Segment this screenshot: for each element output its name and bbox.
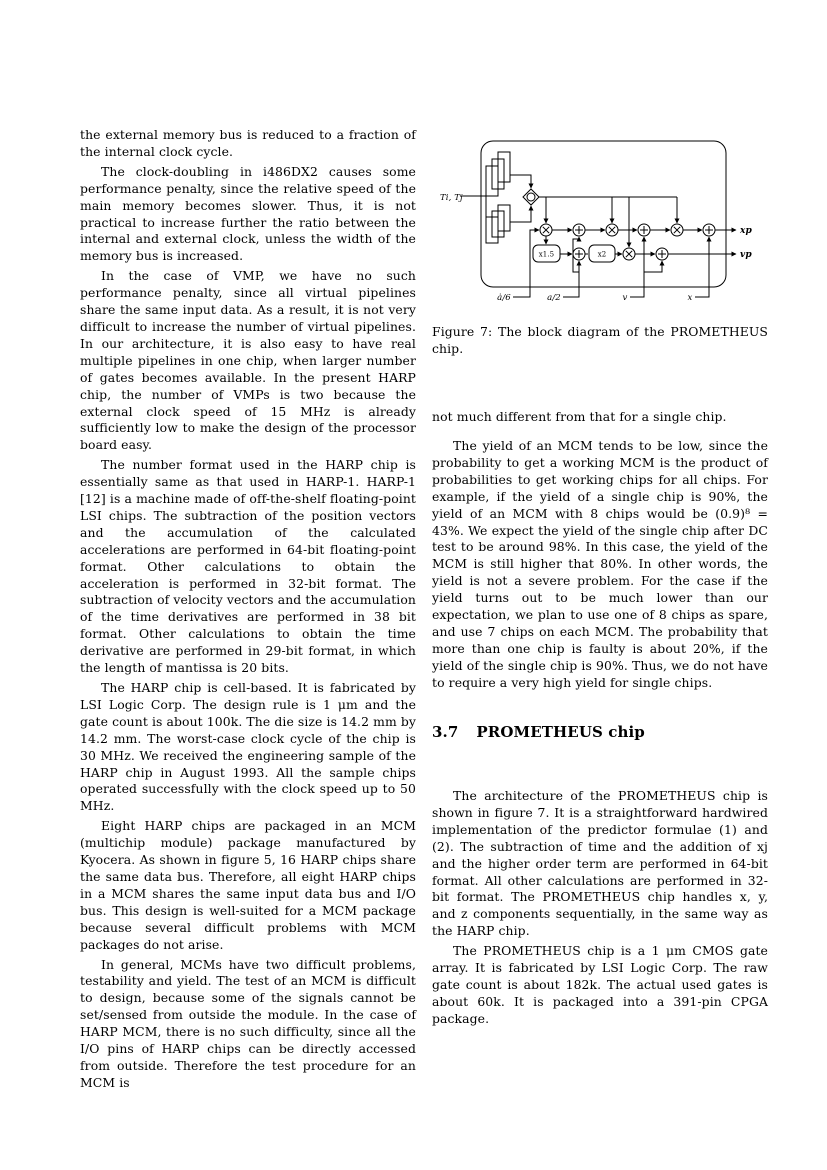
body-paragraph: The architecture of the PROMETHEUS chip is shown in figure 7. It is a straightforward hardwired implementation of the predictor formulae (1) and (2). The subtraction of time and the addition of xj and the higher order term are performed in 64-bit format. All other calculations are performed in 32-bit format. The PROMETHEUS chip handles x, y, and z components sequentially, in the same way as the HARP chip. — [432, 788, 768, 939]
input-a2-label: a/2 — [547, 293, 561, 303]
output-vp-label: vp — [740, 250, 752, 260]
right-column — [432, 135, 768, 1135]
input-v-label: v — [622, 293, 628, 303]
gain-box-1p5 — [533, 245, 560, 262]
gain-box-2 — [589, 245, 615, 262]
body-paragraph: The PROMETHEUS chip is a 1 μm CMOS gate array. It is fabricated by LSI Logic Corp. The raw gate count is about 182k. The actual used gates is about 60k. It is packaged into a 391-pin CPGA package. — [432, 943, 768, 1026]
output-xp-label: xp — [740, 226, 752, 236]
section-title: PROMETHEUS chip — [476, 723, 645, 741]
multiplier-node — [606, 224, 618, 236]
figure-7-diagram — [434, 135, 774, 315]
body-paragraph: The number format used in the HARP chip is essentially same as that used in HARP-1. HARP-1 [12] is a machine made of off-the-shelf floating-point LSI chips. The subtraction of the position vectors and the accumulation of the calculated accelerations are performed in 64-bit floating-point format. Other calculations to obtain the acceleration is performed in 32-bit format. The subtraction of velocity vectors and the accumulation of the time derivatives are performed in 38 bit format. Other calculations to obtain the time derivative are performed in 29-bit format, in which the length of mantissa is 20 bits. — [80, 457, 416, 676]
adder-node — [638, 224, 650, 236]
body-paragraph: Eight HARP chips are packaged in an MCM (multichip module) package manufactured by Kyocera. As shown in figure 5, 16 HARP chips share the same data bus. Therefore, all eight HARP chips in a MCM shares the same input data bus and I/O bus. This design is well-suited for a MCM package because several difficult problems with MCM packages do not arise. — [80, 818, 416, 952]
register-stack-upper — [486, 152, 510, 196]
adder-node — [656, 248, 668, 260]
body-paragraph: In the case of VMP, we have no such performance penalty, since all virtual pipelines share the same input data. As a result, it is not very difficult to increase the number of virtual pipelines. In our architecture, it is also easy to have real multiple pipelines in one chip, when larger number of gates becomes available. In the present HARP chip, the number of VMPs is two because the external clock speed of 15 MHz is already sufficiently low to make the design of the processor board easy. — [80, 268, 416, 453]
body-paragraph: The yield of an MCM tends to be low, since the probability to get a working MCM is the product of probabilities to get working chips for all chips. For example, if the yield of a single chip is 90%, the yield of an MCM with 8 chips would be (0.9)⁸ = 43%. We expect the yield of the single chip after DC test to be around 98%. In this case, the yield of the MCM is still higher that 80%. In other words, the yield is not a severe problem. For the case if the yield turns out to be much lower than our expectation, we plan to use one of 8 chips as spare, and use 7 chips on each MCM. The probability that more than one chip is faulty is about 20%, if the yield of the single chip is 90%. Thus, we do not have to require a very high yield for single chips. — [432, 438, 768, 690]
subtractor-node — [523, 189, 539, 205]
body-paragraph: not much different from that for a single chip. — [432, 409, 727, 424]
register-stack-lower — [486, 205, 510, 243]
adder-node — [573, 248, 585, 260]
multiplier-node — [540, 224, 552, 236]
input-label: Ti, Tj — [440, 193, 463, 203]
multiplier-node — [623, 248, 635, 260]
svg-text:x2: x2 — [597, 250, 607, 259]
body-paragraph: In general, MCMs have two difficult problems, testability and yield. The test of an MCM is difficult to design, because some of the signals cannot be set/sensed from outside the module. In the case of HARP MCM, there is no such difficulty, since all the I/O pins of HARP chips can be directly accessed from outside. Therefore the test procedure for an MCM is — [80, 956, 416, 1090]
adder-node — [703, 224, 715, 236]
section-heading — [432, 723, 768, 741]
figure-caption: Figure 7: The block diagram of the PROMETHEUS chip. — [432, 324, 768, 356]
body-paragraph: the external memory bus is reduced to a fraction of the internal clock cycle. — [80, 127, 416, 159]
input-x-label: x — [687, 293, 693, 303]
body-paragraph: The HARP chip is cell-based. It is fabricated by LSI Logic Corp. The design rule is 1 μm and the gate count is about 100k. The die size is 14.2 mm by 14.2 mm. The worst-case clock cycle of the chip is 30 MHz. We received the engineering sample of the HARP chip in August 1993. All the sample chips operated successfully with the clock speed up to 50 MHz. — [80, 680, 416, 814]
chip-outline — [481, 141, 726, 287]
svg-text:x1.5: x1.5 — [538, 250, 555, 259]
body-paragraph: The clock-doubling in i486DX2 causes some performance penalty, since the relative speed of the main memory becomes slower. Thus, it is not practical to increase further the ratio between the internal and external clock, unless the width of the memory bus is increased. — [80, 163, 416, 264]
left-column — [80, 127, 416, 1095]
multiplier-node — [671, 224, 683, 236]
adder-node — [573, 224, 585, 236]
section-number: 3.7 — [432, 723, 459, 741]
input-adot6-label: ȧ/6 — [497, 293, 511, 303]
